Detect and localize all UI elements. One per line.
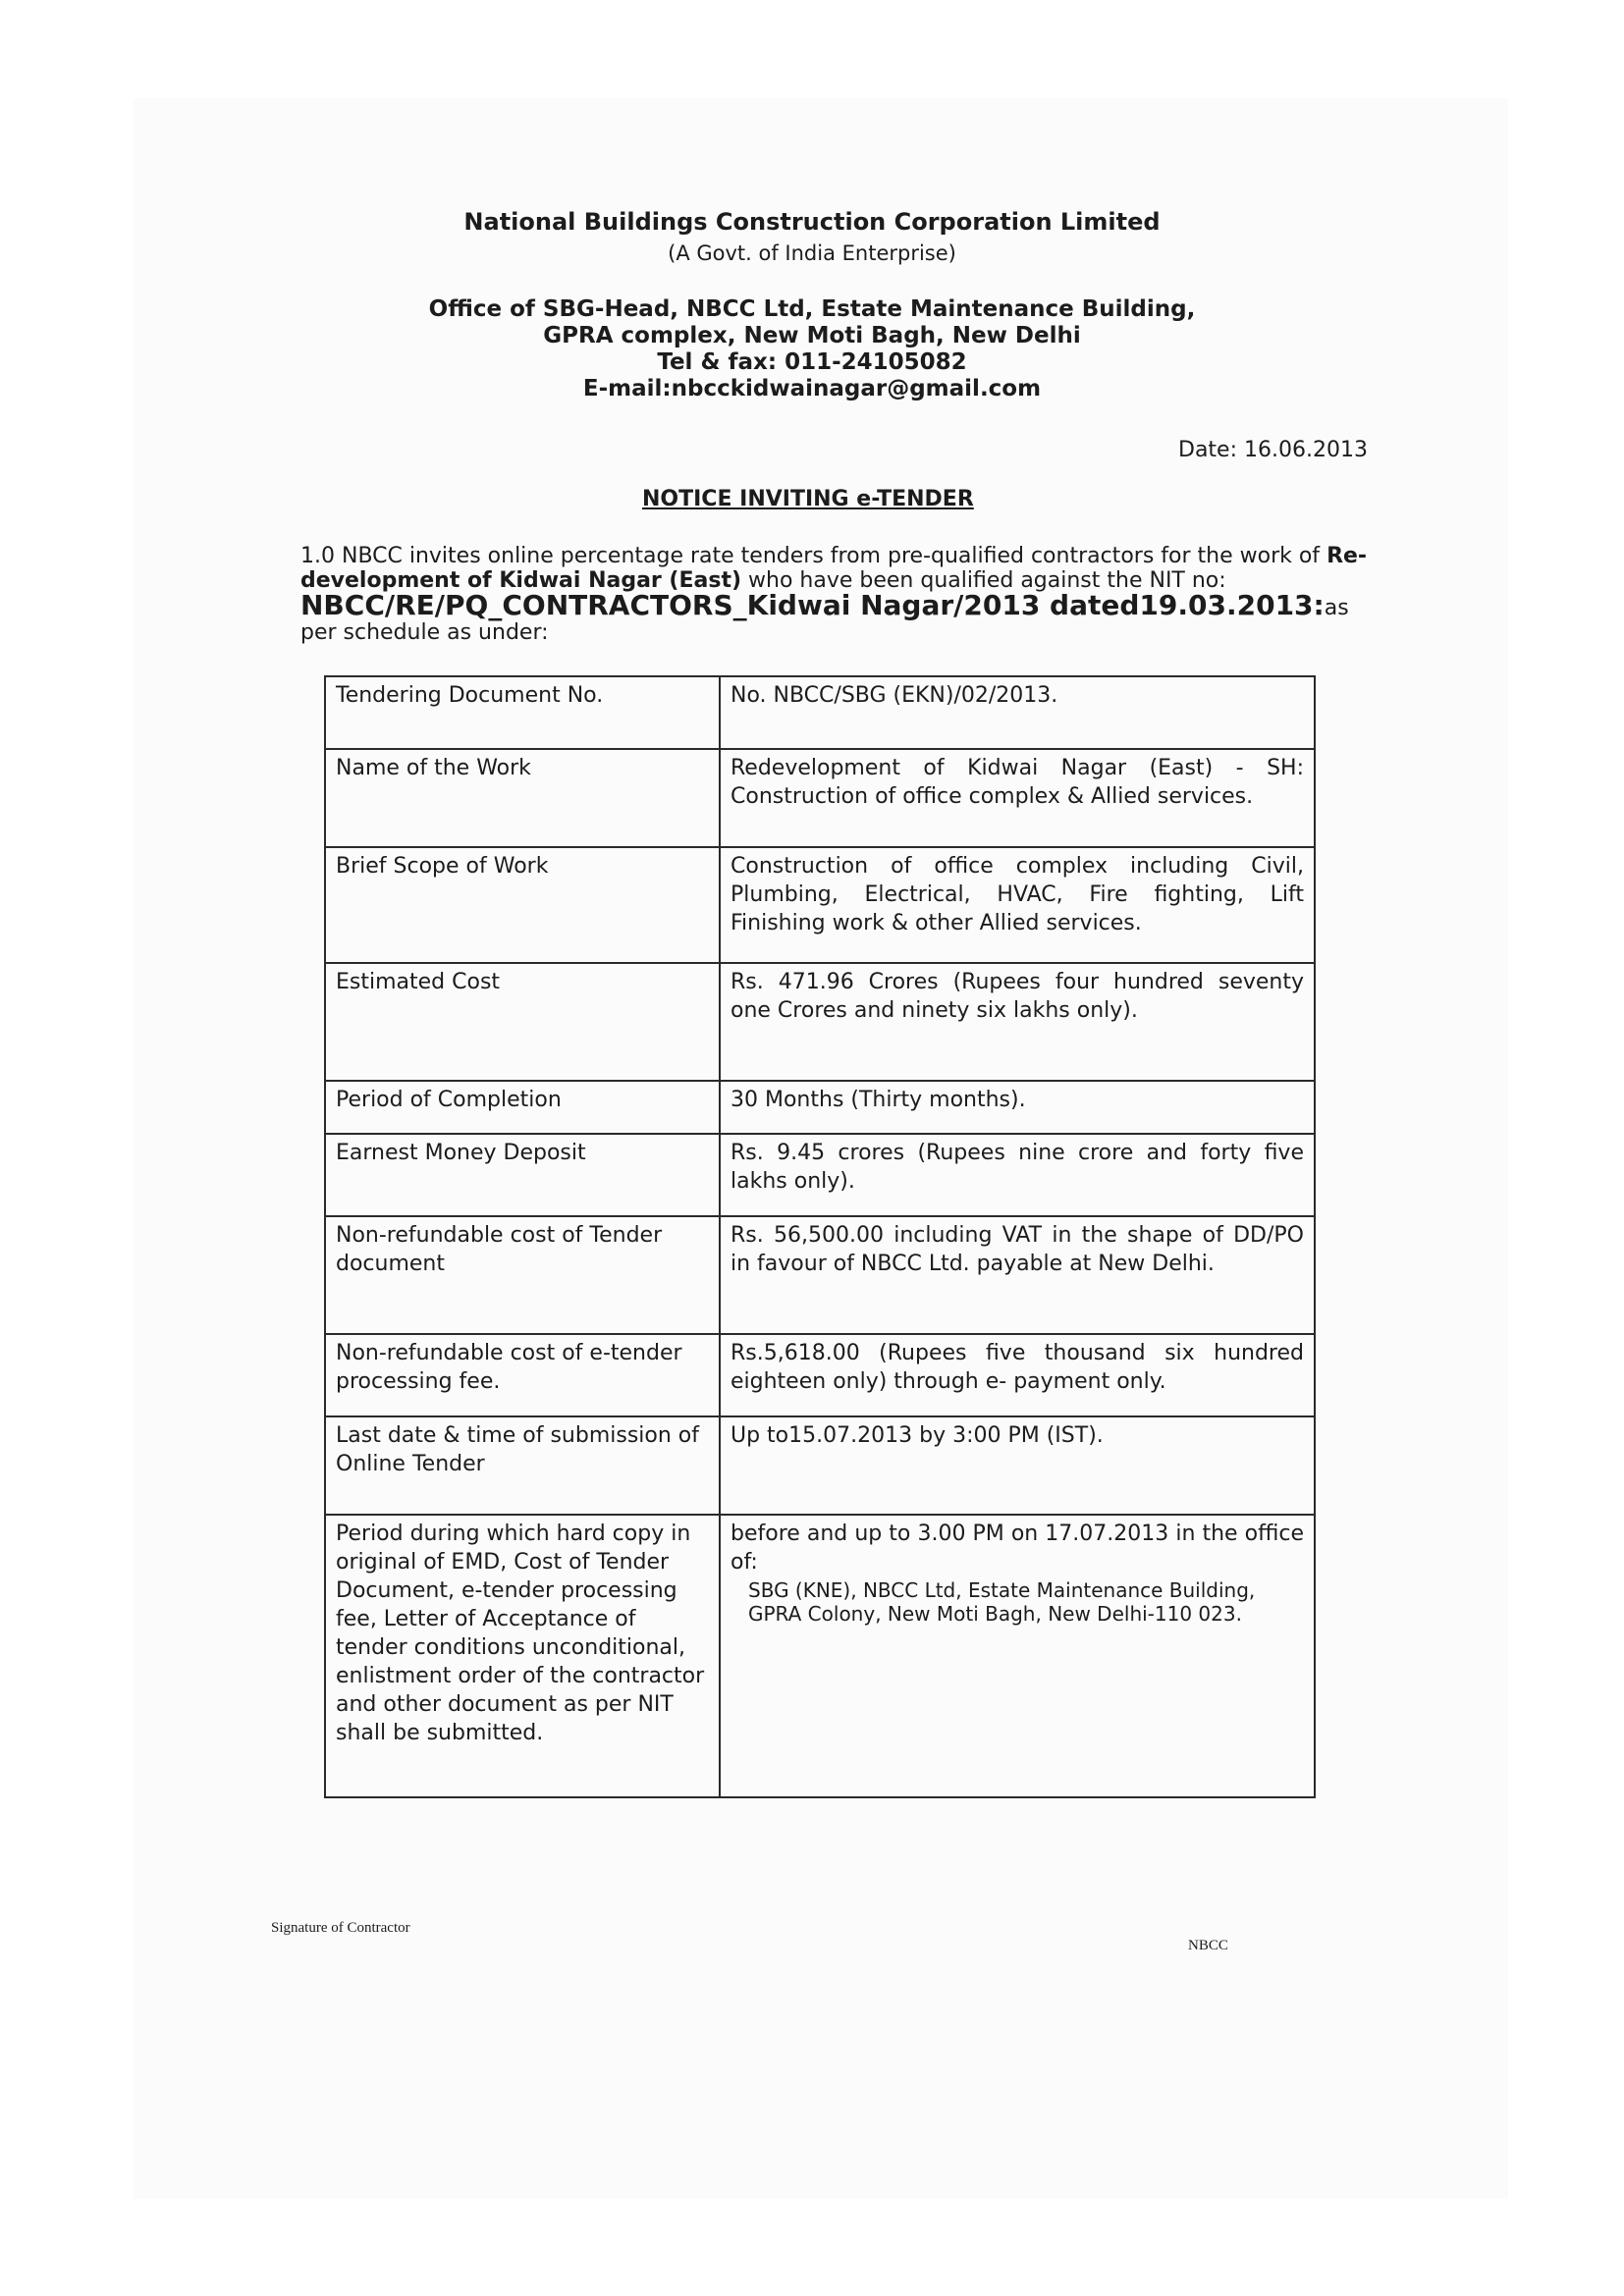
table-row [325, 1216, 1315, 1334]
table-row [325, 1081, 1315, 1134]
row-label: Last date & time of submission of Online Tender [325, 1416, 720, 1515]
intro-part-2: who have been qualified against the NIT no: [741, 568, 1226, 593]
row-value: Construction of office complex including Civil, Plumbing, Electrical, HVAC, Fire fighting, Lift Finishing work & other Allied services. [720, 847, 1315, 963]
row-value: Rs. 56,500.00 including VAT in the shape of DD/PO in favour of NBCC Ltd. payable at New Delhi. [720, 1216, 1315, 1334]
row-value: 30 Months (Thirty months). [720, 1081, 1315, 1134]
intro-paragraph [300, 544, 1390, 645]
row-value: No. NBCC/SBG (EKN)/02/2013. [720, 676, 1315, 749]
row-value: Rs.5,618.00 (Rupees five thousand six hundred eighteen only) through e- payment only. [720, 1334, 1315, 1416]
tel-fax: Tel & fax: 011-24105082 [657, 349, 967, 375]
table-row [325, 676, 1315, 749]
row-label: Tendering Document No. [325, 676, 720, 749]
row-value: Rs. 471.96 Crores (Rupees four hundred seventy one Crores and ninety six lakhs only). [720, 963, 1315, 1081]
row-label: Estimated Cost [325, 963, 720, 1081]
nbcc-signature: NBCC [1188, 1938, 1228, 1953]
row-value: Redevelopment of Kidwai Nagar (East) - SH: Construction of office complex & Allied services. [720, 749, 1315, 847]
row-value-cell [720, 1515, 1315, 1797]
intro-part-3: as per schedule as under: [300, 596, 1349, 645]
nit-number: NBCC/RE/PQ_CONTRACTORS_Kidwai Nagar/2013 dated19.03.2013: [300, 589, 1325, 621]
office-line-2: GPRA complex, New Moti Bagh, New Delhi [543, 323, 1081, 348]
submission-address [731, 1578, 1304, 1626]
table-row [325, 847, 1315, 963]
notice-title: NOTICE INVITING e-TENDER [642, 487, 974, 511]
table-row [325, 1134, 1315, 1216]
signature-of-contractor: Signature of Contractor [271, 1920, 410, 1936]
table-row [325, 1416, 1315, 1515]
row-label: Earnest Money Deposit [325, 1134, 720, 1216]
row-value: before and up to 3.00 PM on 17.07.2013 in the office of: [731, 1522, 1304, 1575]
intro-part-1: 1.0 NBCC invites online percentage rate tenders from pre-qualified contractors for the work of [300, 544, 1321, 568]
office-line-1: Office of SBG-Head, NBCC Ltd, Estate Maintenance Building, [428, 296, 1196, 322]
notice-date: Date: 16.06.2013 [1178, 438, 1368, 462]
organization-subtitle: (A Govt. of India Enterprise) [668, 241, 956, 265]
table-row [325, 749, 1315, 847]
row-label: Period during which hard copy in original of EMD, Cost of Tender Document, e-tender processing fee, Letter of Acceptance of tender conditions unconditional, enlistment order of the contractor and other document as per NIT shall be submitted. [325, 1515, 720, 1797]
row-label: Non-refundable cost of Tender document [325, 1216, 720, 1334]
row-label: Brief Scope of Work [325, 847, 720, 963]
row-value: Rs. 9.45 crores (Rupees nine crore and forty five lakhs only). [720, 1134, 1315, 1216]
address-line-1: SBG (KNE), NBCC Ltd, Estate Maintenance Building, [748, 1578, 1256, 1602]
schedule-table [324, 675, 1316, 1798]
table-row [325, 1515, 1315, 1797]
table-row [325, 1334, 1315, 1416]
row-label: Non-refundable cost of e-tender processing fee. [325, 1334, 720, 1416]
email: E-mail:nbcckidwainagar@gmail.com [582, 376, 1042, 401]
office-address-block [0, 296, 1624, 402]
row-value: Up to15.07.2013 by 3:00 PM (IST). [720, 1416, 1315, 1515]
organization-name: National Buildings Construction Corporation Limited [463, 208, 1161, 236]
address-line-2: GPRA Colony, New Moti Bagh, New Delhi-110 023. [748, 1602, 1242, 1626]
table-row [325, 963, 1315, 1081]
work-name-bold: Re-development of Kidwai Nagar (East) [300, 544, 1368, 593]
row-label: Period of Completion [325, 1081, 720, 1134]
row-label: Name of the Work [325, 749, 720, 847]
